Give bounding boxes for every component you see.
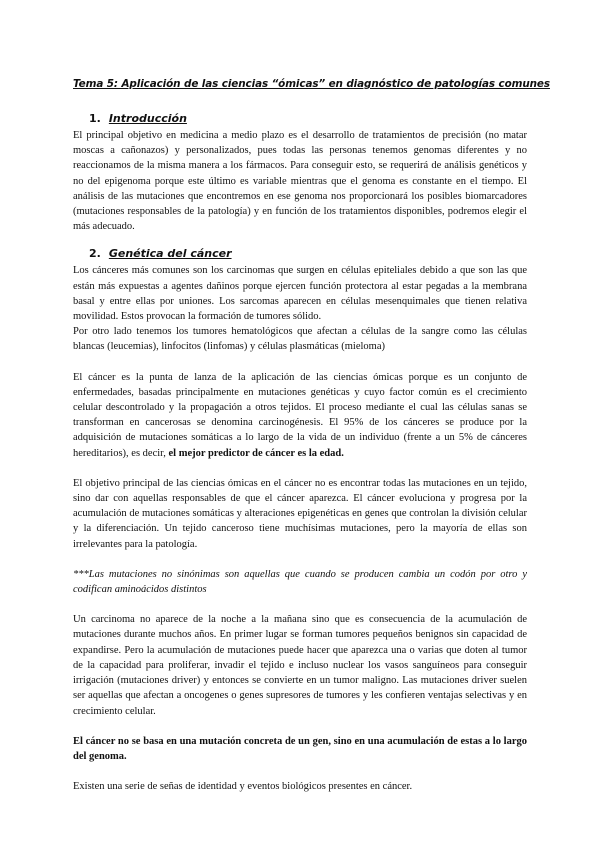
paragraph-objetivo: El objetivo principal de las ciencias ómicas en el cáncer no es encontrar todas las mutaciones en un tejido, sino dar con aquellas responsables de que el cáncer aparezca. El cáncer evoluciona y progresa por la acumulación de mutaciones somáticas y alteraciones epigenéticas en genes que controlan la división celular y la diferenciación. Un tejido canceroso tiene muchísimas mutaciones, pero la mayoría de ellas son irrelevantes para la patología.	[73, 477, 527, 550]
section-title: Introducción	[108, 112, 187, 125]
section-number: 1.	[89, 112, 101, 125]
document-title: Tema 5: Aplicación de las ciencias “ómicas” en diagnóstico de patologías comunes	[73, 78, 550, 90]
section-title: Genética del cáncer	[108, 247, 232, 261]
paragraph-hematologicos: Por otro lado tenemos los tumores hematológicos que afectan a células de la sangre como las células blancas (leucemias), linfocitos (linfomas) y células plasmáticas (mieloma)	[73, 326, 527, 353]
paragraph-bold-statement: El cáncer no se basa en una mutación concreta de un gen, sino en una acumulación de estas a lo largo del genoma.	[73, 735, 527, 762]
paragraph-carcinoma: Un carcinoma no aparece de la noche a la mañana sino que es consecuencia de la acumulación de mutaciones durante muchos años. En primer lugar se forman tumores pequeños benignos sin capacidad de expandirse. Pero la acumulación de mutaciones puede hacer que aparezca una o varias que doten al tumor de la capacidad para proliferar, invadir el tejido e incluso nuclear los vasos sanguíneos para conseguir irrigación (mutaciones driver) y entonces se convierte en un tumor maligno. Las mutaciones driver suelen ser aquellas que afectan a oncogenes o genes supresores de tumores y les confieren ventajas selectivas y en crecimiento celular.	[73, 614, 527, 717]
bold-conclusion: el mejor predictor de cáncer es la edad.	[168, 447, 344, 459]
section-heading-genetica	[89, 247, 527, 260]
paragraph-senas-identidad: Existen una serie de señas de identidad y eventos biológicos presentes en cáncer.	[73, 781, 413, 793]
paragraph-carcinomas: Los cánceres más comunes son los carcinomas que surgen en células epiteliales debido a que son las que están más expuestas a agentes dañinos porque ejercen función protectora al estar pegadas a la membrana basal y entre ellas por uniones. Los sarcomas aparecen en células mesenquimales que tienen relativa movilidad. Estos provocan la formación de tumores sólido.	[73, 265, 527, 323]
paragraph-intro: El principal objetivo en medicina a medio plazo es el desarrollo de tratamientos de precisión (no matar moscas a cañonazos) y personalizados, pues todas las personas tenemos genomas diferentes y no reaccionamos de la misma manera a los fármacos. Para conseguir esto, se requerirá de análisis genéticos y no del epigenoma porque este último es variable mientras que el genoma es constante en el tiempo. El análisis de las mutaciones que encontremos en ese genoma nos proporcionará los posibles biomarcadores (mutaciones responsables de la patología) y en función de los tratamientos disponibles, podremos elegir el más adecuado.	[73, 130, 527, 233]
paragraph-punta-de-lanza	[73, 370, 527, 461]
paragraph-text: El cáncer es la punta de lanza de la aplicación de las ciencias ómicas porque es un conjunto de enfermedades, basadas principalmente en mutaciones genéticas y cuyo factor común es el crecimiento celular descontrolado y la propagación a otros tejidos. El proceso mediante el cual las células sanas se transforman en cancerosas se denomina carcinogénesis. El 95% de los cánceres se produce por la adquisición de mutaciones somáticas a lo largo de la vida de un individuo (frente a un 5% de cánceres hereditarios), es decir,	[73, 371, 527, 459]
section-heading-introduccion	[89, 112, 527, 125]
section-number: 2.	[89, 247, 101, 261]
note-mutaciones-no-sinonimas: ***Las mutaciones no sinónimas son aquellas que cuando se producen cambia un codón por otro y codifican aminoácidos distintos	[73, 568, 527, 596]
